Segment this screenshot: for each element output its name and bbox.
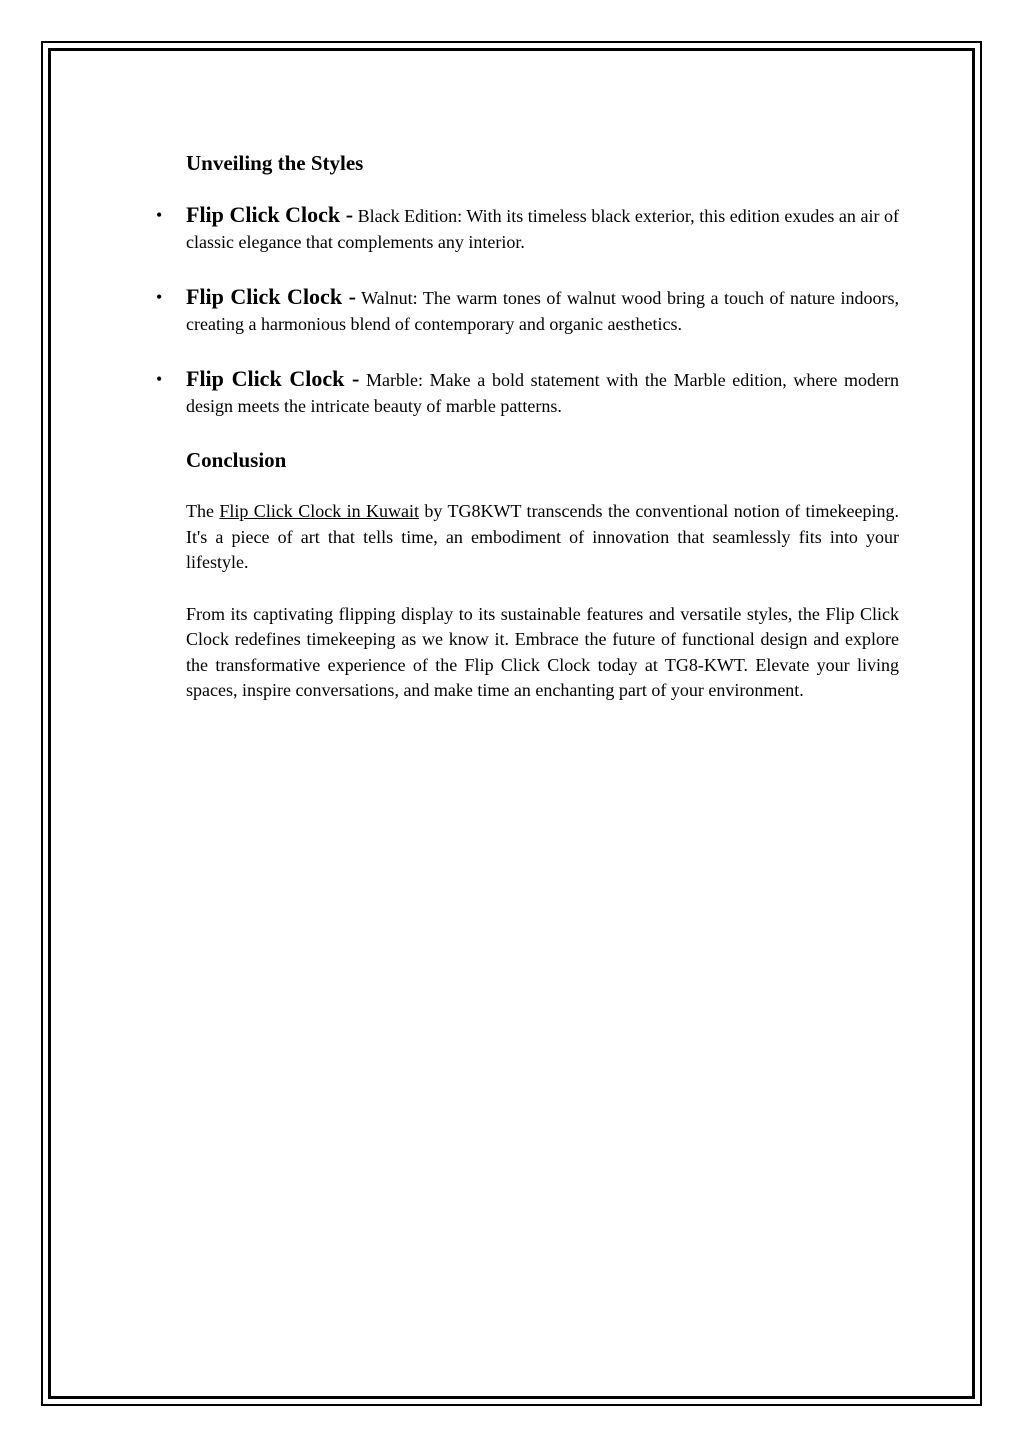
styles-heading: Unveiling the Styles xyxy=(186,151,364,175)
document-content xyxy=(156,148,900,730)
flip-click-clock-link[interactable]: Flip Click Clock in Kuwait xyxy=(219,501,420,521)
list-item-walnut xyxy=(156,284,900,337)
item-text: Black Edition: With its timeless black exterior, this edition exudes an air of classic elegance that complements any interior. xyxy=(186,206,900,252)
conclusion-paragraph-2: From its captivating flipping display to its sustainable features and versatile styles, the Flip Click Clock redefines timekeeping as we know it. Embrace the future of functional design and explore the transformative experience of the Flip Click Clock today at TG8-KWT. Elevate your living spaces, inspire conversations, and make time an enchanting part of your environment. xyxy=(186,603,899,700)
item-title: Flip Click Clock - xyxy=(186,202,354,227)
conclusion-heading: Conclusion xyxy=(186,448,287,472)
list-item-black-edition xyxy=(156,202,900,255)
bullet-icon: • xyxy=(156,369,163,389)
item-text: Marble: Make a bold statement with the Marble edition, where modern design meets the intricate beauty of marble patterns. xyxy=(186,370,899,416)
list-item-marble xyxy=(156,366,899,419)
item-title: Flip Click Clock - xyxy=(186,284,356,309)
bullet-icon: • xyxy=(156,287,163,307)
paragraph-text: by TG8KWT transcends the conventional notion of timekeeping. It's a piece of art that tells time, an embodiment of innovation that seamlessly fits into your lifestyle. xyxy=(186,501,899,572)
conclusion-paragraph-1 xyxy=(186,499,899,576)
styles-list xyxy=(156,202,900,419)
paragraph-text: The xyxy=(186,501,220,521)
item-title: Flip Click Clock - xyxy=(186,366,360,391)
item-text: Walnut: The warm tones of walnut wood bring a touch of nature indoors, creating a harmonious blend of contemporary and organic aesthetics. xyxy=(186,288,900,334)
bullet-icon: • xyxy=(156,205,163,225)
